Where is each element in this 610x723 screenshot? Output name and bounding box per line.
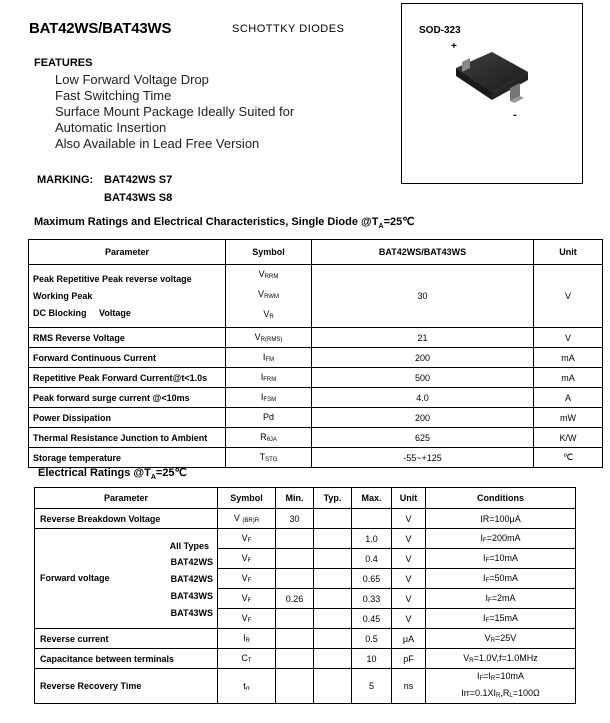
- unit-cell: V: [392, 549, 426, 569]
- feature-item: Fast Switching Time: [55, 88, 172, 103]
- table-row: [29, 328, 603, 348]
- cond-cell: $I_F=15mA$: [426, 609, 576, 629]
- symbol-cell: $I_{FM}$: [226, 348, 312, 368]
- unit-cell: V: [534, 265, 603, 328]
- symbol-cell: $I_{FSM}$: [226, 388, 312, 408]
- max-cell: 1.0: [352, 529, 392, 549]
- param-cell: Reverse current: [35, 629, 218, 649]
- table-row: [35, 669, 576, 704]
- features-list: [55, 72, 294, 152]
- type-label: BAT42WS: [170, 556, 213, 567]
- cond-cell: $V_R=25V$: [426, 629, 576, 649]
- unit-cell: V: [392, 609, 426, 629]
- table-row: [35, 509, 576, 529]
- unit-cell: ns: [392, 669, 426, 704]
- symbol-cell: $C_T$: [218, 649, 276, 669]
- max-cell: [352, 509, 392, 529]
- feature-item: Low Forward Voltage Drop: [55, 72, 209, 87]
- unit-cell: V: [534, 328, 603, 348]
- type-label: BAT43WS: [170, 590, 213, 601]
- col-value: BAT42WS/BAT43WS: [312, 240, 534, 265]
- value-cell: 200: [312, 348, 534, 368]
- symbol-cell: $t_{rr}$: [218, 669, 276, 704]
- param-cell: RMS Reverse Voltage: [29, 328, 226, 348]
- elec-ratings-table: [34, 487, 576, 704]
- value-cell: 200: [312, 408, 534, 428]
- table-row: [29, 428, 603, 448]
- min-cell: [276, 569, 314, 589]
- min-cell: 0.26: [276, 589, 314, 609]
- feature-item: Automatic Insertion: [55, 120, 167, 135]
- type-label: BAT42WS: [170, 573, 213, 584]
- type-label: BAT43WS: [170, 607, 213, 618]
- typ-cell: [314, 669, 352, 704]
- param-cell: Reverse Breakdown Voltage: [35, 509, 218, 529]
- table-row: [29, 408, 603, 428]
- typ-cell: [314, 609, 352, 629]
- unit-cell: V: [392, 569, 426, 589]
- symbol-cell: $I_{FRM}$: [226, 368, 312, 388]
- typ-cell: [314, 629, 352, 649]
- symbol-cell: $V_F$: [218, 569, 276, 589]
- typ-cell: [314, 589, 352, 609]
- table-header-row: [35, 488, 576, 509]
- col-unit: Unit: [534, 240, 603, 265]
- param-cell: Capacitance between terminals: [35, 649, 218, 669]
- table-row: [29, 388, 603, 408]
- max-cell: 10: [352, 649, 392, 669]
- cond-cell: IR=100μA: [426, 509, 576, 529]
- unit-cell: V: [392, 509, 426, 529]
- cond-cell: $I_F=200mA$: [426, 529, 576, 549]
- table-row: [29, 448, 603, 468]
- max-cell: 0.33: [352, 589, 392, 609]
- table-row: [29, 265, 603, 328]
- value-cell: 21: [312, 328, 534, 348]
- marking-label: MARKING:: [37, 174, 94, 186]
- cond-cell: $V_R=1.0V,f=1.0MHz$: [426, 649, 576, 669]
- value-cell: 625: [312, 428, 534, 448]
- max-cell: 5: [352, 669, 392, 704]
- symbol-cell: $I_R$: [218, 629, 276, 649]
- value-cell: 30: [312, 265, 534, 328]
- col-parameter: Parameter: [29, 240, 226, 265]
- unit-cell: ℃: [534, 448, 603, 468]
- value-cell: 500: [312, 368, 534, 388]
- unit-cell: K/W: [534, 428, 603, 448]
- param-cell: Power Dissipation: [29, 408, 226, 428]
- symbol-cell: $V_F$: [218, 529, 276, 549]
- max-cell: 0.4: [352, 549, 392, 569]
- elec-ratings-heading: Electrical Ratings $@T_A=25℃$: [38, 467, 187, 482]
- forward-voltage-cell: [35, 529, 218, 629]
- unit-cell: V: [392, 589, 426, 609]
- cond-cell: $I_F=10mA$: [426, 549, 576, 569]
- type-label: All Types: [169, 540, 209, 551]
- cond-cell: $I_F=I_R=10mA$ $Irr=0.1XI_R,R_L=100\Omega$: [426, 669, 576, 704]
- symbol-cell: Pd: [226, 408, 312, 428]
- param-cell: Storage temperature: [29, 448, 226, 468]
- min-cell: [276, 609, 314, 629]
- col-conditions: Conditions: [426, 488, 576, 509]
- min-cell: [276, 649, 314, 669]
- page-subtitle: SCHOTTKY DIODES: [232, 23, 345, 35]
- value-cell: -55~+125: [312, 448, 534, 468]
- col-typ: Typ.: [314, 488, 352, 509]
- param-cell: Reverse Recovery Time: [35, 669, 218, 704]
- typ-cell: [314, 649, 352, 669]
- symbol-cell: $V_F$: [218, 549, 276, 569]
- col-max: Max.: [352, 488, 392, 509]
- table-row: [35, 529, 576, 549]
- symbol-cell: $V_{R(RMS)}$: [226, 328, 312, 348]
- package-name: SOD-323: [419, 25, 461, 36]
- forward-voltage-label: Forward voltage: [40, 572, 110, 583]
- param-cell: Peak Repetitive Peak reverse voltage Working Peak DC Blocking Voltage: [29, 265, 226, 328]
- unit-cell: mW: [534, 408, 603, 428]
- value-cell: 4.0: [312, 388, 534, 408]
- max-cell: 0.45: [352, 609, 392, 629]
- cathode-mark: -: [513, 109, 517, 121]
- table-row: [29, 368, 603, 388]
- col-symbol: Symbol: [226, 240, 312, 265]
- max-cell: 0.65: [352, 569, 392, 589]
- cond-cell: $I_F=50mA$: [426, 569, 576, 589]
- symbol-cell: $V_F$: [218, 589, 276, 609]
- param-cell: Thermal Resistance Junction to Ambient: [29, 428, 226, 448]
- unit-cell: V: [392, 529, 426, 549]
- param-cell: Repetitive Peak Forward Current@t<1.0s: [29, 368, 226, 388]
- symbol-cell: V $_{(BR)R}$: [218, 509, 276, 529]
- unit-cell: μA: [392, 629, 426, 649]
- symbol-cell: $T_{STG}$: [226, 448, 312, 468]
- feature-item: Surface Mount Package Ideally Suited for: [55, 104, 295, 119]
- max-cell: 0.5: [352, 629, 392, 649]
- col-symbol: Symbol: [218, 488, 276, 509]
- min-cell: [276, 629, 314, 649]
- param-cell: Forward Continuous Current: [29, 348, 226, 368]
- min-cell: [276, 669, 314, 704]
- min-cell: 30: [276, 509, 314, 529]
- sod323-package-image: [452, 50, 532, 108]
- typ-cell: [314, 549, 352, 569]
- unit-cell: pF: [392, 649, 426, 669]
- symbol-cell: $R_{\theta JA}$: [226, 428, 312, 448]
- col-parameter: Parameter: [35, 488, 218, 509]
- table-header-row: [29, 240, 603, 265]
- table-row: [29, 348, 603, 368]
- anode-mark: +: [451, 41, 457, 52]
- marking-value: BAT42WS S7: [104, 174, 173, 186]
- marking-value: BAT43WS S8: [104, 192, 173, 204]
- typ-cell: [314, 509, 352, 529]
- unit-cell: mA: [534, 348, 603, 368]
- col-unit: Unit: [392, 488, 426, 509]
- table-row: [35, 649, 576, 669]
- col-min: Min.: [276, 488, 314, 509]
- typ-cell: [314, 569, 352, 589]
- min-cell: [276, 549, 314, 569]
- symbol-cell: $V_F$: [218, 609, 276, 629]
- page-title: BAT42WS/BAT43WS: [29, 20, 172, 37]
- typ-cell: [314, 529, 352, 549]
- param-cell: Peak forward surge current @<10ms: [29, 388, 226, 408]
- symbol-cell: $V_{RRM}$ $V_{RWM}$ $V_R$: [226, 265, 312, 328]
- cond-cell: $I_F=2mA$: [426, 589, 576, 609]
- table-row: [35, 629, 576, 649]
- unit-cell: mA: [534, 368, 603, 388]
- feature-item: Also Available in Lead Free Version: [55, 136, 260, 151]
- unit-cell: A: [534, 388, 603, 408]
- max-ratings-heading: Maximum Ratings and Electrical Characteristics, Single Diode $@T_A=25℃$: [34, 216, 415, 231]
- max-ratings-table: [28, 239, 603, 468]
- min-cell: [276, 529, 314, 549]
- features-heading: FEATURES: [34, 57, 93, 69]
